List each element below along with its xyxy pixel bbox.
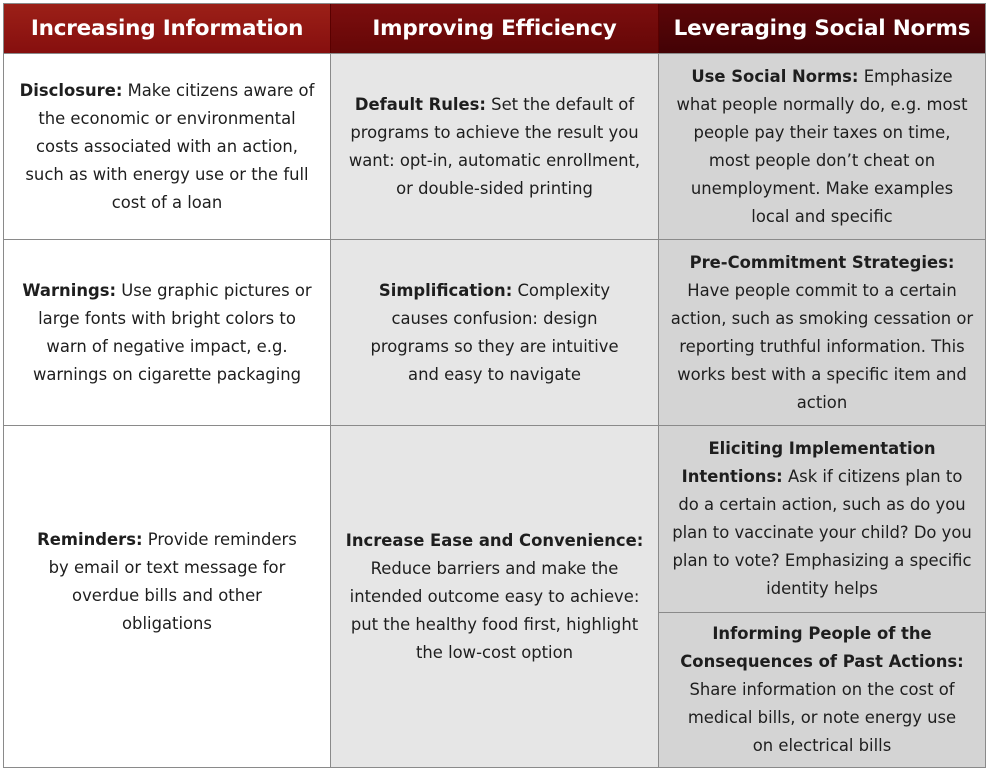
cell-text: Share information on the cost of medical bills, or note energy use on electrical bills <box>687 680 957 755</box>
header-improving-efficiency: Improving Efficiency <box>331 4 659 53</box>
cell-pre-commitment <box>659 239 985 425</box>
header-leveraging-social-norms: Leveraging Social Norms <box>659 4 985 53</box>
cell-text: Make citizens aware of the economic or environmental costs associated with an action, such as with energy use or the full cost of a loan <box>25 80 315 212</box>
cell-title: Warnings: <box>22 280 117 300</box>
cell-text: Complexity causes confusion: design programs so they are intuitive and easy to navigate <box>370 280 619 384</box>
cell-warnings <box>4 239 331 425</box>
cell-disclosure <box>4 53 331 239</box>
cell-text: Provide reminders by email or text message for overdue bills and other obligations <box>48 529 297 633</box>
cell-title: Simplification: <box>378 280 513 300</box>
cell-split-social <box>659 425 985 767</box>
cell-simplification <box>331 239 659 425</box>
cell-title: Reminders: <box>37 529 143 549</box>
cell-title: Use Social Norms: <box>691 66 859 86</box>
cell-title: Increase Ease and Convenience: <box>345 530 644 550</box>
cell-reminders <box>4 425 331 767</box>
nudge-strategies-table <box>3 3 986 768</box>
cell-title: Disclosure: <box>19 80 123 100</box>
cell-implementation-intentions <box>659 426 985 612</box>
cell-past-actions <box>659 612 985 767</box>
cell-text: Have people commit to a certain action, such as smoking cessation or reporting truthful information. This works best with a specific item and action <box>670 280 974 412</box>
cell-default-rules <box>331 53 659 239</box>
cell-text: Set the default of programs to achieve the result you want: opt-in, automatic enrollment, or double-sided printing <box>348 94 641 198</box>
cell-title: Eliciting Implementation Intentions: <box>681 439 936 486</box>
cell-text: Emphasize what people normally do, e.g. most people pay their taxes on time, most people don’t cheat on unemployment. Make examples local and specific <box>676 66 968 226</box>
cell-title: Informing People of the Consequences of Past Actions: <box>680 624 964 671</box>
cell-title: Pre-Commitment Strategies: <box>689 252 955 272</box>
cell-ease-convenience <box>331 425 659 767</box>
cell-text: Reduce barriers and make the intended outcome easy to achieve: put the healthy food first, highlight the low-cost option <box>349 558 640 662</box>
header-increasing-information: Increasing Information <box>4 4 331 53</box>
cell-text: Use graphic pictures or large fonts with bright colors to warn of negative impact, e.g. warnings on cigarette packaging <box>32 280 312 384</box>
cell-title: Default Rules: <box>354 94 486 114</box>
cell-text: Ask if citizens plan to do a certain action, such as do you plan to vaccinate your child? Do you plan to vote? Emphasizing a specific identity helps <box>672 467 972 598</box>
cell-use-social-norms <box>659 53 985 239</box>
